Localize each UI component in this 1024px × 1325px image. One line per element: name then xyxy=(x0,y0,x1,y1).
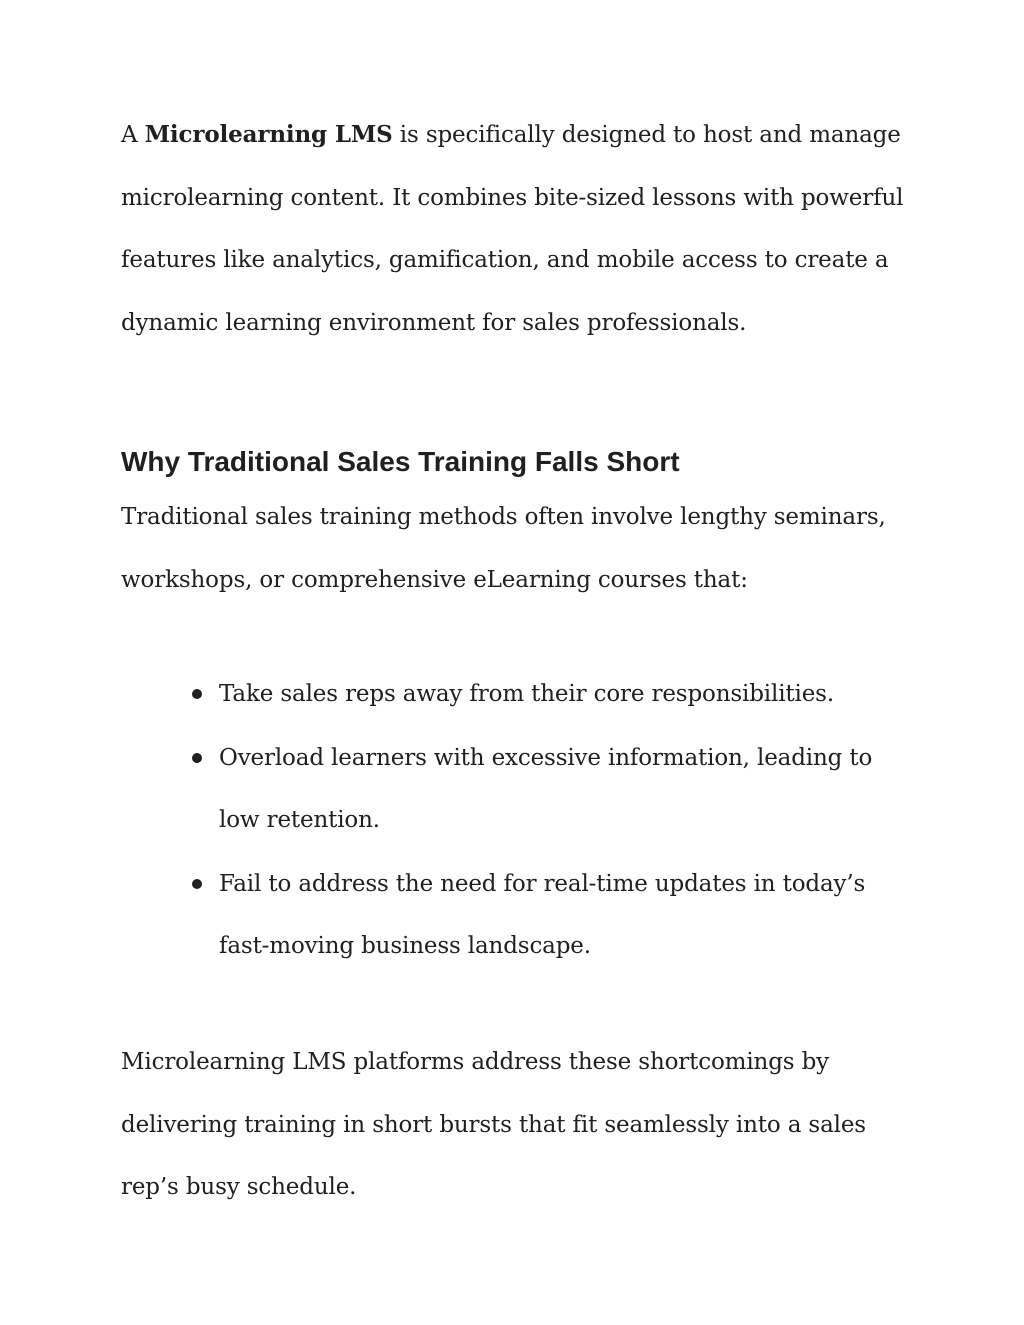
bullet-list xyxy=(0,663,1024,978)
intro-paragraph xyxy=(121,104,911,354)
list-item xyxy=(219,663,909,726)
closing-paragraph: Microlearning LMS platforms address these shortcomings by delivering training in short bursts that fit seamlessly into a sales rep’s busy schedule. xyxy=(121,1049,866,1200)
bullet-dot-icon xyxy=(192,689,202,699)
list-item xyxy=(219,853,909,978)
list-item-text: Take sales reps away from their core responsibilities. xyxy=(219,681,835,707)
intro-bold-term: Microlearning LMS xyxy=(144,121,393,148)
list-item-text: Fail to address the need for real-time updates in today’s fast-moving business landscape. xyxy=(219,870,866,959)
section-heading: Why Traditional Sales Training Falls Short xyxy=(121,446,680,477)
bullet-dot-icon xyxy=(192,879,202,889)
list-item xyxy=(219,727,909,852)
bullet-dot-icon xyxy=(192,753,202,763)
list-item-text: Overload learners with excessive information, leading to low retention. xyxy=(219,744,873,833)
intro-lead: A xyxy=(121,122,145,148)
section-intro-paragraph: Traditional sales training methods often involve lengthy seminars, workshops, or comprehensive eLearning courses that: xyxy=(121,504,886,593)
intro-rest: is specifically designed to host and manage microlearning content. It combines bite-sized lessons with powerful features like analytics, gamification, and mobile access to create a dynamic learning environment for sales professionals. xyxy=(121,122,904,336)
